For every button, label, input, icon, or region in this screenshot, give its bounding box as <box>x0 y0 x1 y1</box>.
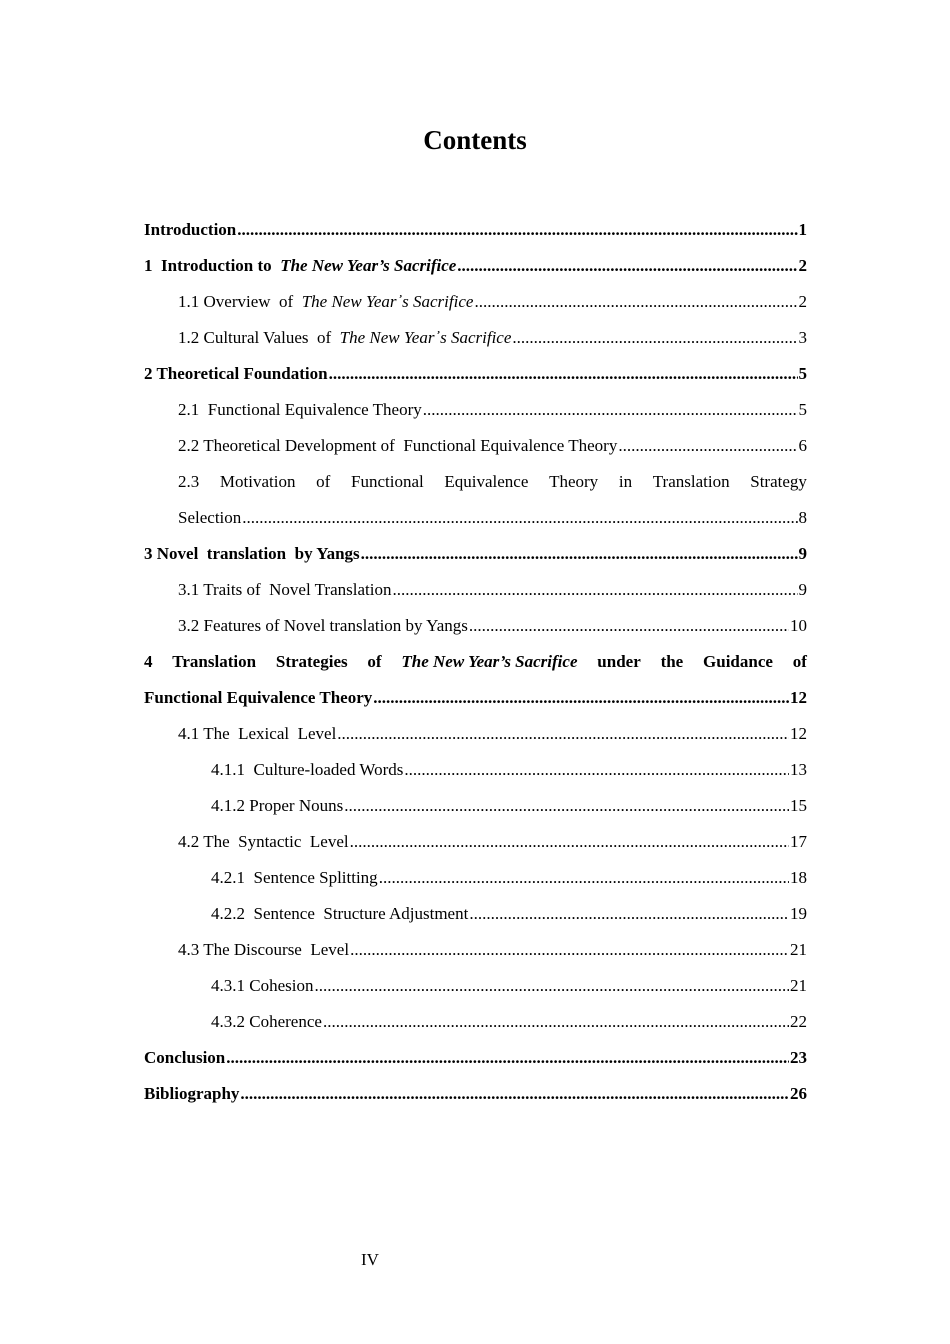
dot-leader <box>361 544 798 564</box>
toc-entry-label: 1.1 Overview of The New Year᾽s Sacrifice <box>178 292 474 311</box>
toc-entry[interactable] <box>144 392 807 428</box>
toc-word: Guidance <box>703 652 773 671</box>
page-number: IV <box>361 1250 379 1269</box>
toc-entry-label: 3 Novel translation by Yangs <box>144 544 360 563</box>
toc-word: 4 <box>144 652 153 671</box>
toc-entry[interactable] <box>144 860 807 896</box>
toc-entry-page: 21 <box>790 940 807 959</box>
toc-entry-label: 4.3.2 Coherence <box>211 1012 322 1031</box>
toc-entry-page: 2 <box>798 256 807 275</box>
toc-entry[interactable] <box>144 1040 807 1076</box>
toc-entry-label: 3.1 Traits of Novel Translation <box>178 580 392 599</box>
toc-entry-page: 5 <box>798 364 807 383</box>
dot-leader <box>474 292 797 312</box>
toc-entry-label: Conclusion <box>144 1048 226 1067</box>
toc-entry-page: 12 <box>790 724 807 743</box>
dot-leader <box>379 868 789 888</box>
dot-leader <box>344 796 789 816</box>
toc-entry-page: 5 <box>798 400 807 419</box>
toc-entry-wrap-line[interactable] <box>144 644 807 680</box>
toc-word: Translation <box>652 472 730 491</box>
toc-entry-page: 2 <box>798 292 807 311</box>
toc-entry-label: Introduction <box>144 220 237 239</box>
dot-leader <box>392 580 797 600</box>
toc-entry[interactable] <box>144 284 807 320</box>
dot-leader <box>373 688 789 708</box>
toc-entry[interactable] <box>144 1076 807 1112</box>
toc-italic-title: The New Year’s Sacrifice <box>401 652 578 671</box>
dot-leader <box>337 724 789 744</box>
toc-entry-label: Bibliography <box>144 1084 240 1103</box>
toc-entry-label: Selection <box>178 508 242 527</box>
toc-word: Strategies <box>275 652 348 671</box>
toc-entry-label: 4.1 The Lexical Level <box>178 724 337 743</box>
toc-entry-label: 4.3.1 Cohesion <box>211 976 314 995</box>
toc-word: Strategy <box>750 472 807 491</box>
toc-entry[interactable] <box>144 716 807 752</box>
toc-entry-page: 13 <box>790 760 807 779</box>
dot-leader <box>469 616 789 636</box>
toc-word: Equivalence <box>444 472 529 491</box>
toc-entry[interactable] <box>144 428 807 464</box>
toc-entry-page: 26 <box>790 1084 807 1103</box>
toc-entry-page: 1 <box>798 220 807 239</box>
toc-entry-page: 9 <box>798 544 807 563</box>
toc-entry[interactable] <box>144 572 807 608</box>
toc-word: Functional <box>351 472 424 491</box>
toc-word: of <box>792 652 807 671</box>
toc-entry-label: 2.2 Theoretical Development of Functional Equivalence Theory <box>178 436 618 455</box>
toc-entry[interactable] <box>144 320 807 356</box>
toc-entry-page: 17 <box>790 832 807 851</box>
toc-entry[interactable] <box>144 1004 807 1040</box>
toc-entry[interactable] <box>144 788 807 824</box>
toc-word: of <box>367 652 382 671</box>
dot-leader <box>512 328 797 348</box>
toc-entry-label: 1 Introduction to The New Year’s Sacrifice <box>144 256 457 275</box>
toc-entry-page: 3 <box>798 328 807 347</box>
dot-leader <box>323 1012 789 1032</box>
toc-word: 2.3 <box>178 472 200 491</box>
toc-entry-label: 4.2.2 Sentence Structure Adjustment <box>211 904 469 923</box>
toc-entry-label: 4.3 The Discourse Level <box>178 940 350 959</box>
toc-entry-page: 21 <box>790 976 807 995</box>
toc-entry-label: 4.2 The Syntactic Level <box>178 832 349 851</box>
toc-entry-page: 12 <box>790 688 807 707</box>
toc-entry[interactable] <box>144 212 807 248</box>
toc-entry-label: Functional Equivalence Theory <box>144 688 373 707</box>
toc-entry-wrap-line[interactable] <box>144 464 807 500</box>
dot-leader <box>423 400 798 420</box>
dot-leader <box>618 436 797 456</box>
dot-leader <box>240 1084 789 1104</box>
toc-entry[interactable] <box>144 248 807 284</box>
dot-leader <box>226 1048 789 1068</box>
toc-entry-label: 4.1.1 Culture-loaded Words <box>211 760 404 779</box>
dot-leader <box>457 256 797 276</box>
toc-entry[interactable] <box>144 752 807 788</box>
toc-entry-page: 19 <box>790 904 807 923</box>
toc-entry-label: 4.1.2 Proper Nouns <box>211 796 344 815</box>
toc-entry-page: 18 <box>790 868 807 887</box>
toc-entry[interactable] <box>144 356 807 392</box>
page-title: Contents <box>423 125 527 155</box>
dot-leader <box>350 832 789 852</box>
toc-entry-page: 9 <box>798 580 807 599</box>
toc-word: in <box>618 472 633 491</box>
dot-leader <box>237 220 797 240</box>
toc-word: Motivation <box>219 472 296 491</box>
toc-entry-page: 23 <box>790 1048 807 1067</box>
toc-word: Translation <box>172 652 257 671</box>
toc-entry-label: 2 Theoretical Foundation <box>144 364 328 383</box>
toc-entry[interactable] <box>144 968 807 1004</box>
toc-entry-label: 1.2 Cultural Values of The New Year᾽s Sacrifice <box>178 328 512 347</box>
toc-entry-page: 10 <box>790 616 807 635</box>
toc-entry-page: 15 <box>790 796 807 815</box>
toc-entry[interactable] <box>144 932 807 968</box>
toc-entry-page: 22 <box>790 1012 807 1031</box>
toc-entry[interactable] <box>144 824 807 860</box>
toc-entry[interactable] <box>144 608 807 644</box>
dot-leader <box>469 904 789 924</box>
toc-word: under <box>597 652 641 671</box>
table-of-contents <box>144 212 807 1112</box>
toc-word: Theory <box>549 472 599 491</box>
toc-entry[interactable] <box>144 896 807 932</box>
toc-entry-label: 3.2 Features of Novel translation by Yangs <box>178 616 468 635</box>
toc-word: the <box>660 652 684 671</box>
toc-entry[interactable] <box>144 680 807 716</box>
dot-leader <box>404 760 789 780</box>
toc-entry-page: 6 <box>798 436 807 455</box>
dot-leader <box>329 364 798 384</box>
toc-entry-label: 2.1 Functional Equivalence Theory <box>178 400 422 419</box>
toc-entry-page: 8 <box>798 508 807 527</box>
toc-entry[interactable] <box>144 500 807 536</box>
toc-word: of <box>316 472 331 491</box>
dot-leader <box>350 940 789 960</box>
dot-leader <box>242 508 797 528</box>
dot-leader <box>314 976 789 996</box>
toc-entry-label: 4.2.1 Sentence Splitting <box>211 868 378 887</box>
toc-entry[interactable] <box>144 536 807 572</box>
